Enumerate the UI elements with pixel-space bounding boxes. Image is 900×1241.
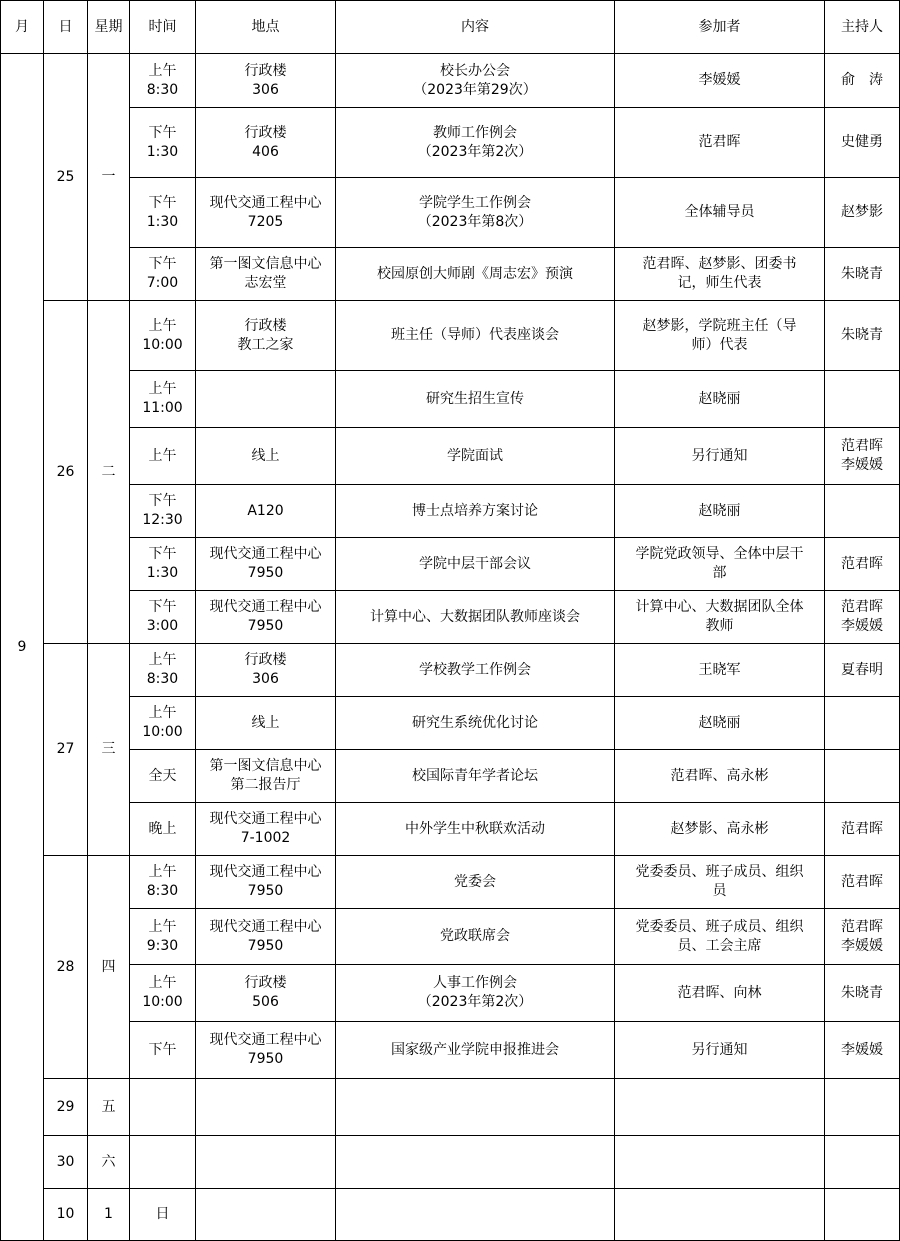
host-cell [825,1079,900,1136]
participants-cell [615,54,825,108]
host-line-1: 赵梦影 [841,204,883,220]
location-line-1: 线上 [251,714,280,731]
host-cell [825,856,900,909]
participants-line-1: 赵晓丽 [698,714,741,731]
host-line-2: 李媛媛 [841,457,883,473]
content-line-1: 学院面试 [447,447,503,464]
host-cell [825,428,900,485]
host-line-1: 朱晓青 [841,265,883,282]
time-clock: 8:30 [146,671,179,687]
time-cell [130,803,196,856]
location-line-2: 306 [252,671,279,687]
table-row [1,1022,900,1079]
content-line-1: 学校教学工作例会 [419,661,531,678]
participants-line-2: 记，师生代表 [677,275,762,291]
header-host: 主持人 [825,1,900,54]
content-line-1: 校长办公会 [440,62,510,79]
host-cell [825,591,900,644]
content-cell [336,591,615,644]
table-row [1,301,900,371]
time-period: 下午 [148,493,177,509]
time-clock: 10:00 [142,994,183,1010]
time-clock: 1:30 [146,565,179,581]
participants-line-1: 范君晖、向林 [677,984,762,1001]
participants-cell [615,909,825,965]
location-line-2: 506 [252,994,279,1010]
content-line-1: 校园原创大师剧《周志宏》预演 [377,265,573,282]
host-cell [825,485,900,538]
time-clock: 8:30 [146,883,179,899]
content-line-1: 人事工作例会 [433,975,517,991]
participants-line-1: 另行通知 [691,447,748,464]
time-cell [130,1079,196,1136]
day-cell: 30 [44,1136,88,1189]
host-cell [825,248,900,301]
time-period: 上午 [148,705,177,721]
time-clock: 8:30 [146,81,179,98]
table-row [1,856,900,909]
participants-cell [615,697,825,750]
location-cell [196,856,336,909]
time-clock: 1:30 [146,213,179,230]
location-line-1: 行政楼 [244,124,287,141]
time-period: 下午 [148,124,177,141]
participants-cell [615,750,825,803]
time-period: 晚上 [148,820,177,837]
participants-line-2: 师）代表 [691,336,748,353]
host-cell [825,301,900,371]
participants-line-1: 赵梦影、高永彬 [670,820,769,837]
day-cell: 26 [44,301,88,644]
location-line-2: 第二报告厅 [230,777,301,793]
content-cell [336,803,615,856]
month-cell: 9 [1,54,44,1241]
location-cell [196,538,336,591]
location-cell [196,803,336,856]
header-weekday: 星期 [88,1,130,54]
time-clock: 3:00 [146,618,179,634]
weekday-cell: 五 [88,1079,130,1136]
host-cell [825,1022,900,1079]
time-period: 上午 [148,381,177,397]
participants-cell [615,1022,825,1079]
content-cell [336,538,615,591]
host-line-1: 朱晓青 [841,327,883,343]
host-cell [825,54,900,108]
location-cell [196,909,336,965]
participants-cell [615,538,825,591]
location-line-1: A120 [247,502,284,519]
location-cell [336,1189,615,1241]
location-cell [196,108,336,178]
location-cell [196,1136,336,1189]
time-cell [130,108,196,178]
weekday-cell: 二 [88,301,130,644]
participants-cell [615,248,825,301]
location-cell [196,1079,336,1136]
location-cell [196,371,336,428]
participants-line-1: 范君晖、高永彬 [670,767,769,784]
time-clock: 1:30 [146,143,179,160]
time-cell [130,1136,196,1189]
location-line-1: 现代交通工程中心 [209,1032,322,1048]
participants-line-1: 范君晖 [698,134,741,150]
participants-cell [615,591,825,644]
content-cell [336,248,615,301]
participants-line-1: 李媛媛 [698,72,741,88]
participants-line-1: 党委委员、班子成员、组织 [635,864,804,880]
time-cell [130,965,196,1022]
day-cell: 28 [44,856,88,1079]
host-line-1: 夏春明 [841,661,883,678]
time-cell [130,591,196,644]
content-line-2: （2023年第2次） [417,143,533,160]
time-period: 下午 [148,599,177,615]
location-line-1: 行政楼 [244,62,287,79]
time-cell [130,178,196,248]
time-clock: 10:00 [142,724,183,740]
location-line-1: 第一图文信息中心 [209,256,322,272]
participants-cell [615,485,825,538]
time-period: 下午 [148,1041,177,1058]
content-line-2: （2023年第29次） [413,81,537,98]
participants-line-1: 全体辅导员 [684,204,755,220]
location-line-1: 行政楼 [244,317,287,334]
host-cell [825,1136,900,1189]
table-row [1,965,900,1022]
host-line-1: 范君晖 [841,555,883,572]
time-cell [130,538,196,591]
content-line-2: （2023年第8次） [417,213,533,230]
time-period: 上午 [148,652,177,668]
location-line-1: 现代交通工程中心 [209,546,322,562]
table-row [1,591,900,644]
location-line-1: 现代交通工程中心 [209,918,322,935]
location-line-1: 行政楼 [244,975,287,991]
table-row [1,428,900,485]
location-cell [196,750,336,803]
participants-cell [615,856,825,909]
content-line-1: 教师工作例会 [433,124,517,141]
host-cell [825,644,900,697]
time-cell [130,371,196,428]
content-cell [336,1022,615,1079]
time-cell [196,1189,336,1241]
table-row [1,1136,900,1189]
header-location: 地点 [196,1,336,54]
host-cell [825,750,900,803]
time-cell [130,428,196,485]
participants-line-1: 计算中心、大数据团队全体 [635,599,804,615]
content-line-1: 党委会 [454,873,496,890]
participants-line-2: 教师 [705,618,734,634]
table-row [1,538,900,591]
time-period: 全天 [148,767,177,784]
table-row [1,750,900,803]
host-line-1: 史健勇 [841,134,883,150]
day-cell: 25 [44,54,88,301]
content-line-1: 学院中层干部会议 [419,555,531,572]
day-cell: 1 [88,1189,130,1241]
day-cell: 27 [44,644,88,856]
time-cell [130,856,196,909]
content-cell [336,644,615,697]
location-line-1: 现代交通工程中心 [209,811,322,827]
header-content: 内容 [336,1,615,54]
host-cell [825,371,900,428]
location-cell [196,54,336,108]
participants-line-1: 范君晖、赵梦影、团委书 [642,256,797,272]
time-period: 上午 [148,447,177,464]
host-line-1: 范君晖 [841,438,883,454]
table-row [1,485,900,538]
participants-cell [615,1136,825,1189]
content-line-2: （2023年第2次） [417,994,533,1010]
location-line-1: 现代交通工程中心 [209,194,322,211]
content-cell [615,1189,825,1241]
participants-cell [615,428,825,485]
content-cell [336,1079,615,1136]
location-line-1: 行政楼 [244,652,287,668]
time-period: 上午 [148,864,177,880]
time-period: 上午 [148,62,177,79]
content-line-1: 班主任（导师）代表座谈会 [391,327,559,343]
location-cell [196,248,336,301]
content-cell [336,54,615,108]
host-line-1: 俞 涛 [841,72,883,88]
host-line-2: 李媛媛 [841,937,883,954]
location-line-2: 教工之家 [237,336,294,353]
host-line-1: 范君晖 [841,820,883,837]
host-cell [825,108,900,178]
location-cell [196,485,336,538]
content-line-1: 党政联席会 [440,928,510,944]
content-line-1: 计算中心、大数据团队教师座谈会 [370,608,580,625]
location-line-2: 7950 [247,937,284,954]
table-row [1,1079,900,1136]
header-row [1,1,900,54]
location-line-1: 现代交通工程中心 [209,864,322,880]
content-cell [336,108,615,178]
participants-line-1: 学院党政领导、全体中层干 [635,546,804,562]
location-cell [196,965,336,1022]
location-line-1: 第一图文信息中心 [209,758,322,774]
time-cell [130,301,196,371]
time-cell [130,248,196,301]
location-cell [196,178,336,248]
content-cell [336,178,615,248]
time-clock: 11:00 [142,400,183,416]
participants-line-1: 赵梦影，学院班主任（导 [642,317,797,334]
content-cell [336,965,615,1022]
location-line-1: 现代交通工程中心 [209,599,322,615]
time-cell [130,750,196,803]
day-cell: 29 [44,1079,88,1136]
location-cell [196,428,336,485]
time-period: 下午 [148,546,177,562]
participants-line-1: 另行通知 [691,1041,748,1058]
time-clock: 10:00 [142,336,183,353]
content-cell [336,1136,615,1189]
header-month: 月 [1,1,44,54]
participants-line-1: 赵晓丽 [698,390,741,407]
table-row [1,54,900,108]
time-cell [130,1022,196,1079]
host-cell [825,697,900,750]
participants-cell [615,803,825,856]
host-line-1: 李媛媛 [841,1041,883,1058]
host-cell [825,538,900,591]
header-time: 时间 [130,1,196,54]
location-line-2: 7950 [247,565,284,581]
time-cell [130,485,196,538]
location-cell [196,301,336,371]
participants-cell [615,178,825,248]
time-cell [130,54,196,108]
host-line-1: 范君晖 [841,873,883,890]
content-line-1: 学院学生工作例会 [419,194,531,211]
content-line-1: 国家级产业学院申报推进会 [391,1041,559,1058]
location-line-2: 7950 [247,883,284,899]
participants-line-1: 赵晓丽 [698,502,741,519]
table-row [1,697,900,750]
content-cell [336,428,615,485]
host-cell [825,803,900,856]
time-clock: 7:00 [146,275,179,291]
content-line-1: 研究生招生宣传 [426,390,524,407]
content-cell [336,697,615,750]
location-cell [196,697,336,750]
content-line-1: 中外学生中秋联欢活动 [405,820,545,837]
participants-cell [615,371,825,428]
participants-cell [825,1189,900,1241]
time-clock: 9:30 [146,937,179,954]
time-period: 下午 [148,194,177,211]
content-cell [336,856,615,909]
header-day: 日 [44,1,88,54]
header-participants: 参加者 [615,1,825,54]
location-cell [196,1022,336,1079]
table-row [1,644,900,697]
time-period: 上午 [148,918,177,935]
table-row [1,178,900,248]
participants-line-2: 部 [712,565,727,581]
weekday-cell: 六 [88,1136,130,1189]
location-line-2: 7-1002 [240,830,291,846]
participants-line-1: 王晓军 [698,661,741,678]
location-cell [196,644,336,697]
time-period: 上午 [148,317,177,334]
time-period: 下午 [148,256,177,272]
location-cell [196,591,336,644]
table-row [1,108,900,178]
host-line-2: 李媛媛 [841,618,883,634]
participants-cell [615,965,825,1022]
content-cell [336,301,615,371]
time-cell [130,644,196,697]
content-cell [336,909,615,965]
host-line-1: 朱晓青 [841,984,883,1001]
content-cell [336,485,615,538]
weekday-cell: 四 [88,856,130,1079]
content-line-1: 研究生系统优化讨论 [412,714,538,731]
location-line-2: 志宏堂 [244,275,287,291]
host-cell [825,965,900,1022]
participants-cell [615,108,825,178]
weekday-cell: 日 [130,1189,196,1241]
host-line-1: 范君晖 [841,918,883,935]
participants-line-2: 员 [712,883,727,899]
time-cell [130,909,196,965]
location-line-2: 7205 [247,213,284,230]
content-line-1: 校国际青年学者论坛 [412,767,538,784]
host-line-1: 范君晖 [841,599,883,615]
table-row [1,248,900,301]
host-cell [825,178,900,248]
content-cell [336,750,615,803]
table-row [1,909,900,965]
participants-cell [615,301,825,371]
host-cell [825,909,900,965]
content-cell [336,371,615,428]
time-clock: 12:30 [142,512,183,528]
participants-cell [615,644,825,697]
participants-line-2: 员、工会主席 [677,937,762,954]
participants-line-1: 党委委员、班子成员、组织 [635,918,804,935]
time-cell [130,697,196,750]
location-line-1: 线上 [251,447,280,464]
month-cell: 10 [44,1189,88,1241]
weekday-cell: 一 [88,54,130,301]
location-line-2: 7950 [247,1051,284,1067]
location-line-2: 306 [252,81,279,98]
table-row [1,1189,900,1241]
time-period: 上午 [148,975,177,991]
content-line-1: 博士点培养方案讨论 [412,502,538,519]
weekday-cell: 三 [88,644,130,856]
table-row [1,371,900,428]
participants-cell [615,1079,825,1136]
location-line-2: 7950 [247,618,284,634]
table-row [1,803,900,856]
location-line-2: 406 [252,143,279,160]
